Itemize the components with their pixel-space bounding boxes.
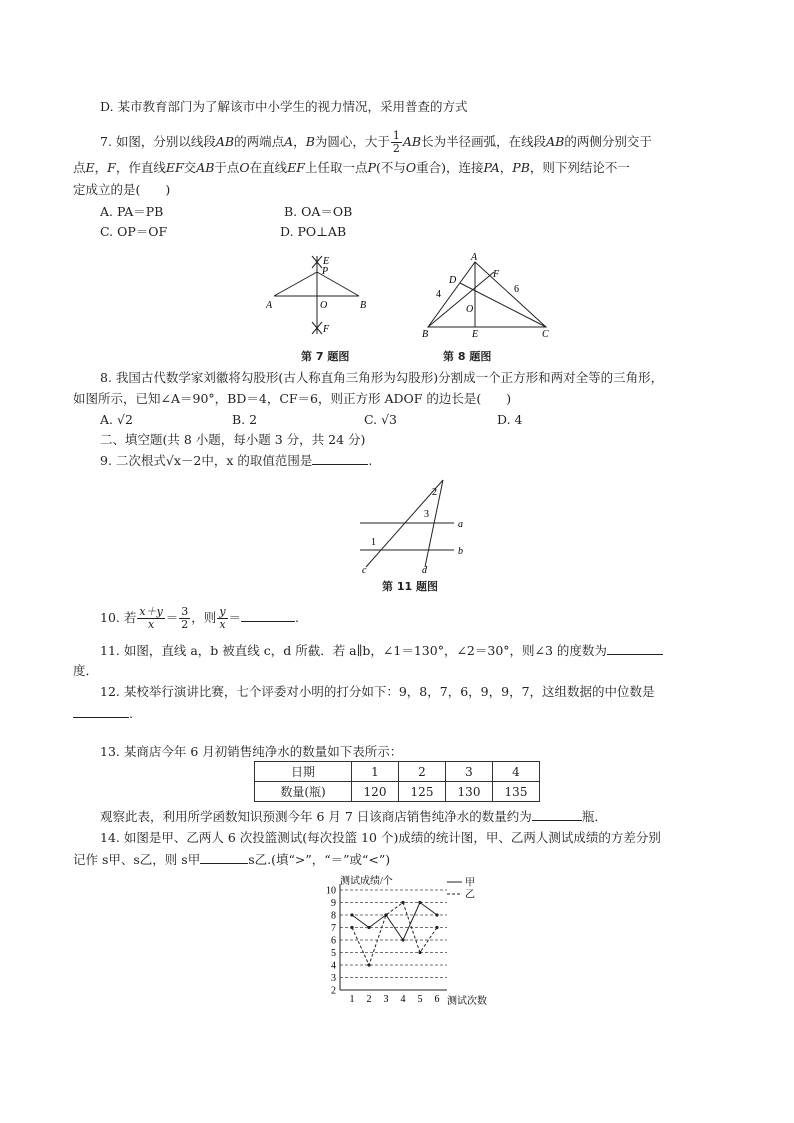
fig8-label-o: O bbox=[466, 304, 474, 315]
q7-var: B bbox=[305, 134, 315, 149]
table-cell: 4 bbox=[493, 762, 540, 782]
fig8-label-c: C bbox=[542, 329, 549, 340]
chart-legend-label: 乙 bbox=[465, 889, 475, 901]
chart-x-tick-label: 2 bbox=[366, 994, 372, 1005]
q13-answer-blank[interactable] bbox=[532, 808, 582, 821]
q14-text: s乙.(填“>”，“＝”或“<”) bbox=[248, 852, 391, 867]
q9-text: 中，x 的取值范围是 bbox=[201, 453, 313, 468]
chart-point bbox=[435, 913, 438, 916]
fig7-label-a: A bbox=[266, 300, 273, 311]
q7-option-b: B. OA＝OB bbox=[284, 204, 353, 219]
q12-answer-blank[interactable] bbox=[73, 705, 129, 718]
q13-text: 观察此表，利用所学函数知识预测今年 6 月 7 日该商店销售纯净水的数量约为 bbox=[100, 809, 532, 824]
chart-point bbox=[401, 938, 404, 941]
chart-ylabel: 测试成绩/个 bbox=[340, 876, 393, 887]
fig11-label-3: 3 bbox=[424, 509, 429, 520]
q10-den: x bbox=[219, 618, 226, 631]
q8-option-c: C. √3 bbox=[364, 412, 397, 427]
figure-11-diagram bbox=[356, 475, 476, 575]
chart-point bbox=[435, 926, 438, 929]
section-2-heading: 二、填空题(共 8 小题，每小题 3 分，共 24 分) bbox=[100, 432, 366, 447]
q8-option-b: B. 2 bbox=[232, 412, 258, 427]
chart-y-tick-label: 10 bbox=[326, 885, 336, 897]
q7-text: 在直线 bbox=[249, 160, 288, 175]
q13-line2 bbox=[100, 808, 607, 825]
chart-y-tick-label: 7 bbox=[331, 923, 336, 934]
chart-point bbox=[367, 963, 370, 966]
q7-seg: EF bbox=[165, 160, 184, 175]
fig8-label-f: F bbox=[493, 269, 500, 280]
q11-text: 11. 如图，直线 a，b 被直线 c，d 所截．若 a∥b，∠1＝130°，∠2＝30°，则∠3 的度数为 bbox=[100, 643, 607, 658]
chart-x-tick-label: 3 bbox=[383, 994, 389, 1005]
q7-var: F bbox=[107, 160, 116, 175]
q13-table bbox=[254, 761, 540, 802]
chart-x-tick-label: 4 bbox=[400, 994, 406, 1005]
q7-var: E bbox=[85, 160, 95, 175]
q7-text: 重合)，连接 bbox=[416, 160, 484, 175]
figure-8-diagram bbox=[418, 252, 558, 342]
q7-seg: AB bbox=[215, 134, 235, 149]
chart-legend-label: 甲 bbox=[465, 877, 475, 889]
q7-var: O bbox=[239, 160, 250, 175]
q7-seg: EF bbox=[287, 160, 305, 175]
fig8-label-6: 6 bbox=[514, 284, 519, 295]
q9-answer-blank[interactable] bbox=[312, 452, 368, 465]
q8-line2: 如图所示，已知∠A＝90°，BD＝4，CF＝6，则正方形 ADOF 的边长是( ) bbox=[73, 391, 512, 406]
q10-num: x＋y bbox=[139, 605, 163, 618]
q13-text: 瓶． bbox=[581, 809, 607, 824]
fig8-triangle-abc bbox=[428, 262, 546, 327]
q8-line1: 8. 我国古代数学家刘徽将勾股形(古人称直角三角形为勾股形)分割成一个正方形和两对全等的三角形， bbox=[100, 370, 664, 385]
q7-option-c: C. OP＝OF bbox=[100, 224, 168, 239]
q7-var: A bbox=[284, 134, 294, 149]
q7-var: P bbox=[367, 160, 376, 175]
q7-text: 7. 如图，分别以线段 bbox=[100, 134, 216, 149]
q7-text: 长为半径画弧，在线段 bbox=[421, 134, 547, 149]
q7-text: ， bbox=[94, 160, 108, 175]
q7-var: O bbox=[405, 160, 417, 175]
table-cell: 125 bbox=[399, 782, 446, 802]
chart-point bbox=[418, 951, 421, 954]
q7-text: 点 bbox=[73, 160, 86, 175]
q10-den: 2 bbox=[181, 618, 189, 631]
q7-seg: AB bbox=[402, 134, 422, 149]
q9-radical: √x－2 bbox=[165, 453, 202, 468]
fig8-label-b: B bbox=[422, 329, 429, 340]
q8-option-a: A. √2 bbox=[100, 412, 133, 427]
chart-point bbox=[367, 926, 370, 929]
q11-line2: 度． bbox=[73, 663, 99, 678]
fig8-label-a: A bbox=[471, 252, 478, 263]
q7-text: 为圆心，大于 bbox=[314, 134, 390, 149]
q10-fraction-right bbox=[179, 606, 190, 631]
figure-8-caption: 第 8 题图 bbox=[443, 350, 492, 363]
q10-answer-blank[interactable] bbox=[241, 609, 295, 622]
fig11-label-c: c bbox=[362, 565, 367, 575]
q10-text: . bbox=[295, 610, 300, 625]
chart-series-line-1 bbox=[352, 903, 437, 941]
q14-text: 记作 s甲、s乙，则 s甲 bbox=[73, 852, 201, 867]
table-header: 日期 bbox=[255, 762, 352, 782]
q8-option-d: D. 4 bbox=[497, 412, 523, 427]
chart-x-tick-label: 1 bbox=[349, 994, 355, 1005]
q7-text: 上任取一点 bbox=[305, 160, 368, 175]
q14-line-chart bbox=[312, 872, 522, 1007]
q9-text: . bbox=[368, 453, 373, 468]
q7-text: ，则下列结论不一 bbox=[529, 160, 630, 175]
q7-seg: PA bbox=[483, 160, 500, 175]
q12-line1: 12. 某校举行演讲比赛，七个评委对小明的打分如下：9，8，7，6，9，9，7，这组数据的中位数是 bbox=[100, 684, 655, 699]
table-header: 数量(瓶) bbox=[255, 782, 352, 802]
chart-y-tick-label: 8 bbox=[331, 910, 336, 922]
table-cell: 130 bbox=[446, 782, 493, 802]
fig8-label-d: D bbox=[449, 275, 457, 286]
q7-seg: PB bbox=[512, 160, 530, 175]
q10-text: ＝ bbox=[165, 610, 179, 625]
fig7-label-f: F bbox=[323, 324, 330, 335]
q11-answer-blank[interactable] bbox=[607, 642, 663, 655]
chart-legend bbox=[447, 877, 475, 901]
table-cell: 135 bbox=[493, 782, 540, 802]
q6-option-d: D. 某市教育部门为了解该市中小学生的视力情况，采用普查的方式 bbox=[100, 99, 468, 114]
q7-line2 bbox=[73, 160, 630, 176]
table-row bbox=[255, 782, 540, 802]
q7-line1 bbox=[100, 130, 652, 155]
q10-num: 3 bbox=[181, 605, 189, 618]
q10-text: 10. 若 bbox=[100, 610, 137, 625]
q7-line3: 定成立的是( ) bbox=[73, 182, 171, 197]
fig7-label-p: P bbox=[322, 266, 329, 277]
chart-x-tick-label: 6 bbox=[434, 994, 440, 1005]
chart-point bbox=[350, 926, 353, 929]
q7-option-a: A. PA＝PB bbox=[100, 204, 164, 219]
chart-y-tick-label: 5 bbox=[331, 948, 336, 959]
chart-point bbox=[350, 913, 353, 916]
chart-y-tick-label: 2 bbox=[331, 985, 336, 997]
q7-text: ， bbox=[499, 160, 513, 175]
chart-point bbox=[418, 901, 421, 904]
q10-num: y bbox=[219, 605, 226, 618]
q14-answer-blank[interactable] bbox=[200, 851, 248, 864]
fig7-label-o: O bbox=[320, 300, 328, 311]
q7-half-fraction bbox=[391, 130, 402, 155]
q7-option-d: D. PO⊥AB bbox=[280, 224, 347, 239]
chart-grid bbox=[340, 890, 447, 978]
q7-seg: AB bbox=[196, 160, 215, 175]
fig11-label-2: 2 bbox=[432, 487, 437, 498]
q10-den: x bbox=[147, 618, 155, 631]
fig11-label-1: 1 bbox=[371, 537, 376, 548]
chart-series-line-2 bbox=[352, 903, 437, 966]
fig7-segment-pa bbox=[274, 272, 317, 296]
q10-line bbox=[100, 606, 299, 631]
fig7-label-b: B bbox=[360, 300, 367, 311]
fig11-label-b: b bbox=[458, 546, 463, 557]
q7-half-den: 2 bbox=[392, 142, 400, 155]
fig11-label-a: a bbox=[458, 519, 463, 530]
table-cell: 120 bbox=[352, 782, 399, 802]
chart-y-tick-label: 4 bbox=[331, 960, 336, 972]
q14-line2 bbox=[73, 851, 390, 868]
figure-7-diagram bbox=[262, 252, 382, 342]
chart-xlabel: 测试次数 bbox=[447, 996, 487, 1007]
q10-text: ，则 bbox=[191, 610, 217, 625]
q7-text: 于点 bbox=[214, 160, 240, 175]
chart-y-tick-label: 9 bbox=[331, 898, 336, 909]
q10-fraction-left bbox=[137, 606, 164, 631]
table-cell: 2 bbox=[399, 762, 446, 782]
table-cell: 1 bbox=[352, 762, 399, 782]
figure-11-caption: 第 11 题图 bbox=[382, 580, 438, 593]
chart-point bbox=[384, 913, 387, 916]
q7-text: 交 bbox=[183, 160, 197, 175]
q7-text: (不与 bbox=[375, 160, 406, 175]
q7-text: ，作直线 bbox=[115, 160, 166, 175]
fig7-label-e: E bbox=[323, 256, 330, 267]
fig11-label-d: d bbox=[422, 565, 427, 575]
chart-x-tick-label: 5 bbox=[417, 994, 423, 1005]
q11-line1 bbox=[100, 642, 663, 659]
fig8-label-4: 4 bbox=[436, 289, 441, 300]
chart-series bbox=[350, 901, 438, 967]
figure-7-caption: 第 7 题图 bbox=[301, 350, 350, 363]
q10-fraction-ask bbox=[217, 606, 227, 631]
q10-text: ＝ bbox=[228, 610, 242, 625]
q7-half-num: 1 bbox=[392, 129, 400, 142]
table-row bbox=[255, 762, 540, 782]
q7-text: 的两端点 bbox=[234, 134, 285, 149]
q9-line bbox=[100, 452, 372, 469]
q7-text: ， bbox=[293, 134, 306, 149]
fig8-label-e: E bbox=[472, 329, 479, 340]
chart-y-tick-label: 6 bbox=[331, 935, 336, 947]
table-cell: 3 bbox=[446, 762, 493, 782]
chart-y-tick-label: 3 bbox=[331, 973, 336, 984]
q13-line1: 13. 某商店今年 6 月初销售纯净水的数量如下表所示： bbox=[100, 744, 403, 759]
q7-text: 的两侧分别交于 bbox=[564, 134, 652, 149]
q7-seg: AB bbox=[546, 134, 565, 149]
q12-text: . bbox=[129, 706, 133, 721]
q9-text: 9. 二次根式 bbox=[100, 453, 166, 468]
q12-line2 bbox=[73, 705, 133, 722]
chart-point bbox=[401, 901, 404, 904]
q14-line1: 14. 如图是甲、乙两人 6 次投篮测试(每次投篮 10 个)成绩的统计图，甲、乙两人测试成绩的方差分别 bbox=[100, 830, 661, 845]
